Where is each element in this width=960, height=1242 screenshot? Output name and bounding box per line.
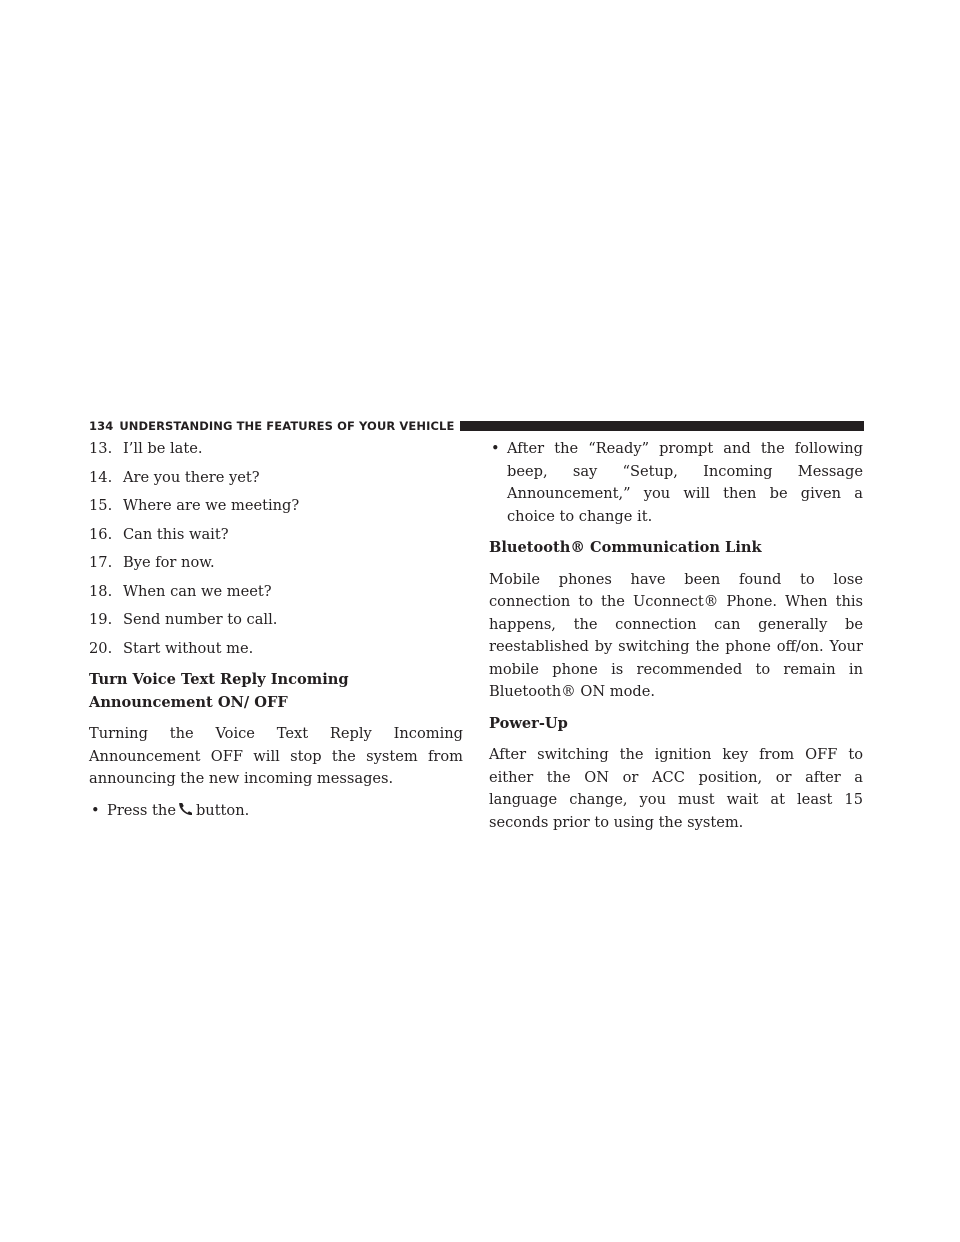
list-item: 13. I’ll be late. [89, 440, 203, 457]
left-column [89, 438, 463, 828]
header-rule [460, 421, 864, 431]
bullet-setup-prompt [489, 438, 863, 528]
right-column [489, 438, 863, 843]
list-item: 14. Are you there yet? [89, 468, 260, 486]
paragraph-power-up: After switching the ignition key from OFF to either the ON or ACC position, or after a language change, you must wait at least 15 seconds prior to using the system. [489, 746, 863, 831]
list-item: 20. Start without me. [89, 639, 254, 657]
paragraph-announcement: Turning the Voice Text Reply Incoming Announcement OFF will stop the system from announcing the new incoming messages. [89, 725, 463, 787]
bullet-text: After the “Ready” prompt and the following beep, say “Setup, Incoming Message Announcement,” you will then be given a choice to change it. [507, 440, 863, 525]
bullet-text-after: button. [195, 801, 250, 819]
page-header [89, 418, 864, 434]
list-item: 15. Where are we meeting? [89, 497, 300, 514]
section-heading-power-up: Power-Up [489, 714, 568, 732]
bullet-marker: • [91, 801, 100, 819]
section-heading-announcement: Turn Voice Text Reply Incoming Announcement ON/ OFF [89, 671, 349, 711]
bullet-marker: • [491, 440, 500, 457]
message-list [89, 438, 463, 660]
bullet-text-before: Press the [107, 801, 176, 819]
list-item: 17. Bye for now. [89, 554, 215, 571]
bullet-press-button [89, 800, 463, 823]
page-number: 134 [89, 419, 114, 433]
list-item: 19. Send number to call. [89, 611, 278, 628]
section-title: UNDERSTANDING THE FEATURES OF YOUR VEHICLE [119, 419, 455, 433]
list-item: 16. Can this wait? [89, 525, 229, 543]
list-item: 18. When can we meet? [89, 582, 272, 600]
phone-icon [177, 802, 195, 816]
paragraph-bluetooth: Mobile phones have been found to lose connection to the Uconnect® Phone. When this happens, the connection can generally be reestablished by switching the phone off/on. Your mobile phone is recommended to remain in Bluetooth® ON mode. [489, 570, 863, 700]
section-heading-bluetooth: Bluetooth® Communication Link [489, 539, 762, 556]
